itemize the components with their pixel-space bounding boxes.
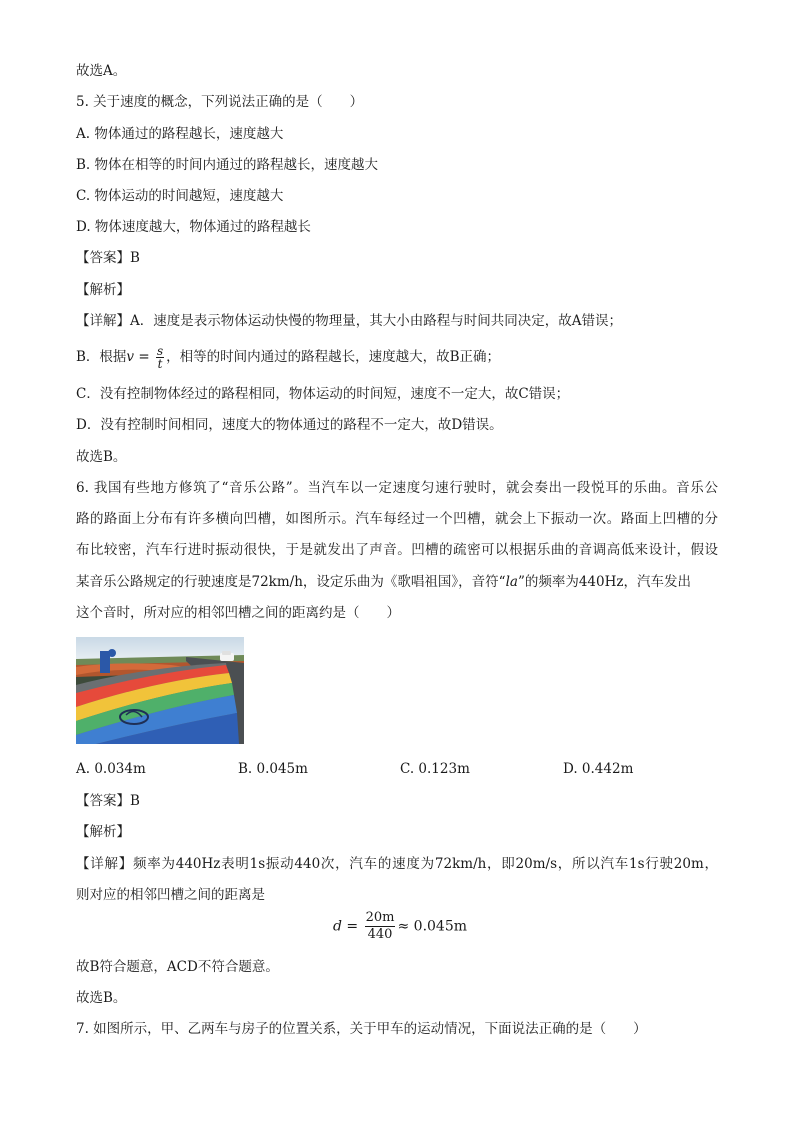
analysis-label: 【解析】 — [76, 282, 130, 298]
detail-line: C．没有控制物体经过的路程相同，物体运动的时间短，速度不一定大，故C错误； — [76, 386, 570, 402]
option-d: D. 0.442m — [563, 761, 634, 777]
detail-line: 故B符合题意，ACD不符合题意。 — [76, 959, 279, 975]
fraction-numerator: 20m — [365, 910, 395, 925]
fraction-denominator: t — [157, 357, 163, 371]
option-c: C. 物体运动的时间越短，速度越大 — [76, 188, 284, 204]
option-a: A. 0.034m — [76, 761, 146, 777]
question-6-line: 路的路面上分布有许多横向凹槽，如图所示。汽车每经过一个凹槽，就会上下振动一次。路面上凹槽的分 — [76, 511, 718, 527]
music-road-photo — [76, 637, 244, 744]
detail-line: D．没有控制时间相同，速度大的物体通过的路程不一定大，故D错误。 — [76, 417, 503, 433]
detail-line: 【详解】频率为440Hz表明1s振动440次，汽车的速度为72km/h，即20m/s，所以汽车1s行驶20m， — [76, 856, 718, 872]
detail-line: 则对应的相邻凹槽之间的距离是 — [76, 887, 265, 903]
conclusion-line: 故选B。 — [76, 449, 127, 465]
math-op: = — [341, 918, 363, 935]
note-la: la — [505, 574, 518, 590]
answer-label: 【答案】B — [76, 250, 140, 266]
text-line: 故选A。 — [76, 63, 127, 79]
question-6-line: 布比较密，汽车行进时振动很快，于是就发出了声音。凹槽的疏密可以根据乐曲的音调高低来设计，假设 — [76, 542, 718, 558]
option-b: B. 0.045m — [238, 761, 308, 777]
math-result: ≈ 0.045m — [397, 918, 468, 935]
option-c: C. 0.123m — [400, 761, 470, 777]
math-var: v — [126, 349, 135, 365]
option-a: A. 物体通过的路程越长，速度越大 — [76, 126, 284, 142]
distance-formula — [333, 910, 467, 943]
question-7: 7. 如图所示，甲、乙两车与房子的位置关系，关于甲车的运动情况，下面说法正确的是（ ） — [76, 1021, 647, 1037]
text-span: 某音乐公路规定的行驶速度是72km/h，设定乐曲为《歌唱祖国》，音符“ — [76, 574, 506, 590]
math-op: = — [134, 349, 154, 365]
answer-label: 【答案】B — [76, 793, 140, 809]
text-span: ，相等的时间内通过的路程越长，速度越大，故B正确； — [166, 349, 501, 365]
fraction-denominator: 440 — [367, 927, 393, 942]
question-6-line: 6. 我国有些地方修筑了“音乐公路”。当汽车以一定速度匀速行驶时，就会奏出一段悦耳的乐曲。音乐公 — [76, 480, 718, 496]
option-b: B. 物体在相等的时间内通过的路程越长，速度越大 — [76, 157, 379, 173]
fraction-numerator: s — [156, 344, 164, 358]
option-d: D. 物体速度越大，物体通过的路程越长 — [76, 219, 311, 235]
question-6-line: 这个音时，所对应的相邻凹槽之间的距离约是（ ） — [76, 605, 400, 621]
text-span: B．根据 — [76, 349, 127, 365]
analysis-label: 【解析】 — [76, 824, 130, 840]
fraction — [156, 345, 164, 370]
text-span: ”的频率为440Hz，汽车发出 — [517, 574, 691, 590]
conclusion-line: 故选B。 — [76, 990, 127, 1006]
question-5: 5. 关于速度的概念，下列说法正确的是（ ） — [76, 94, 364, 110]
detail-line: 【详解】A．速度是表示物体运动快慢的物理量，其大小由路程与时间共同决定，故A错误； — [76, 313, 622, 329]
fraction — [365, 910, 396, 943]
detail-line-formula — [76, 345, 500, 370]
math-var: d — [333, 918, 342, 935]
question-6-line — [76, 572, 691, 592]
